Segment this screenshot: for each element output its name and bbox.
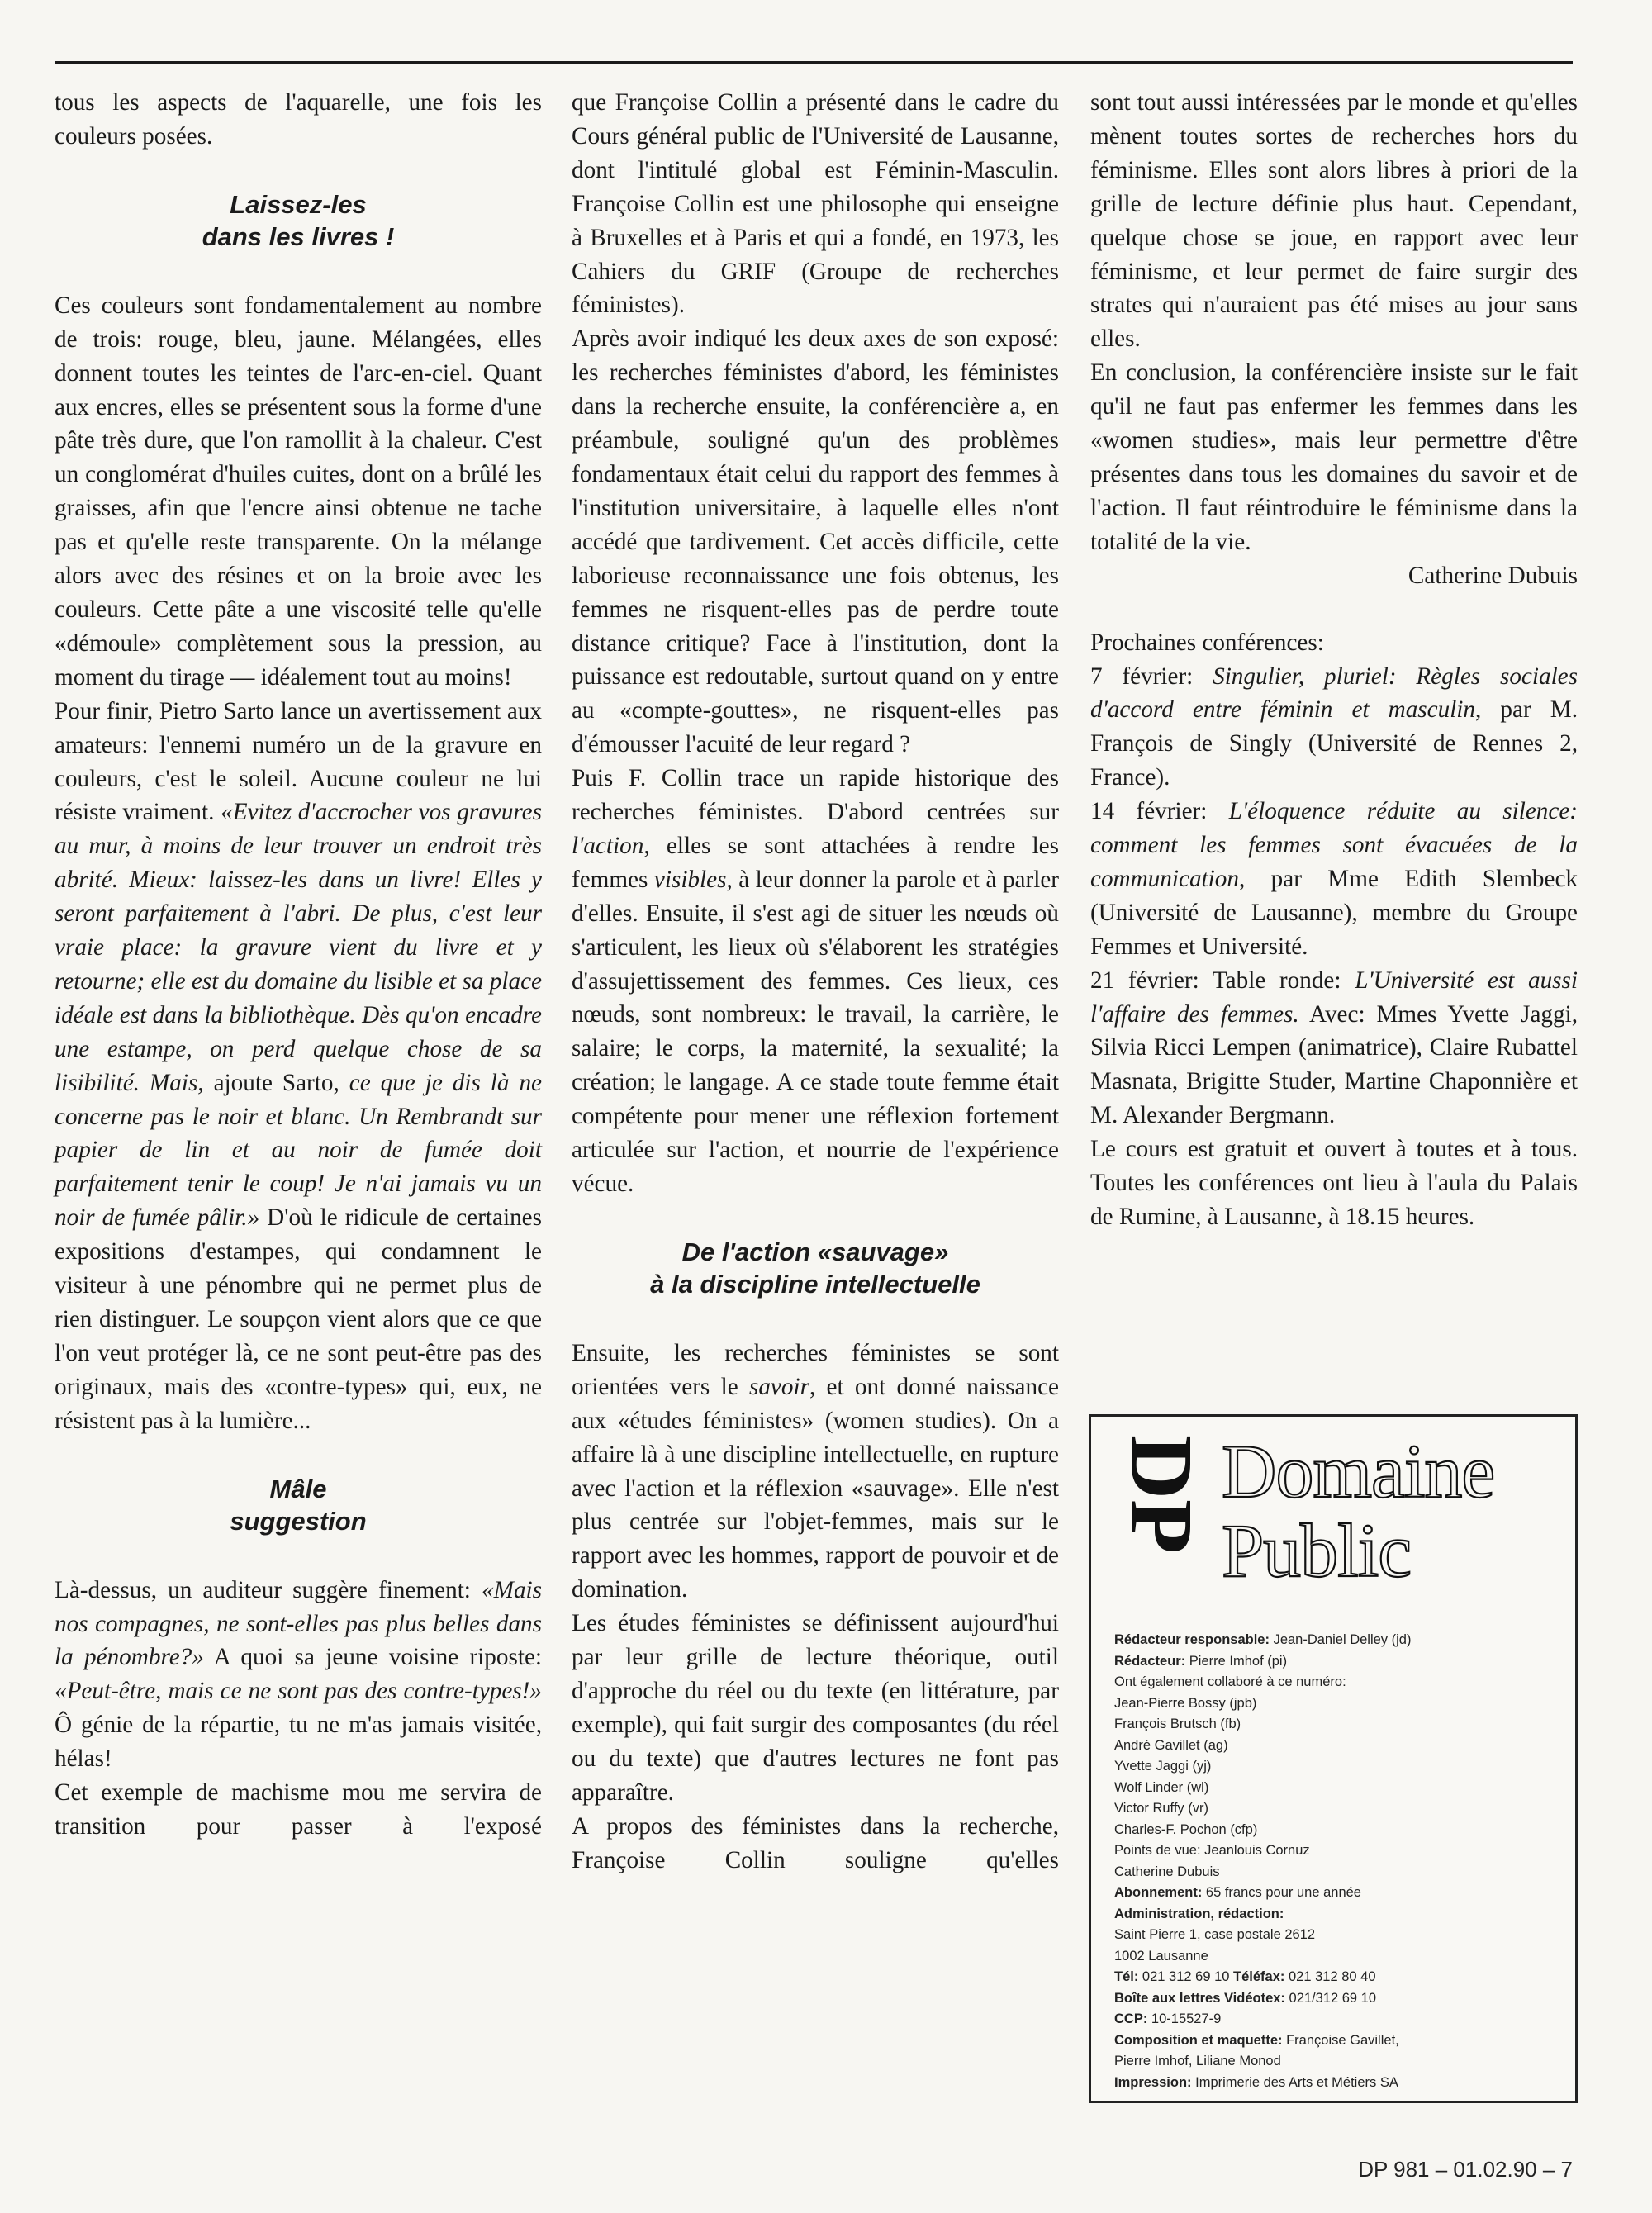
credit-label: Rédacteur responsable: (1114, 1632, 1270, 1647)
page-footer: DP 981 – 01.02.90 – 7 (1358, 2157, 1573, 2182)
heading-line: Mâle (269, 1474, 327, 1503)
author-signature: Catherine Dubuis (1408, 562, 1578, 589)
credit-line (1114, 1798, 1560, 1820)
column-2 (572, 86, 1059, 1877)
text-run: Puis F. Collin trace un rapide historique des recherches féministes. D'abord centrées sur (572, 765, 1059, 826)
talk-title: Singulier, pluriel: Règles sociales d'accord entre féminin et masculin (1090, 662, 1578, 724)
credit-line (1114, 2073, 1560, 2094)
conference-item (1090, 795, 1578, 964)
credit-line (1114, 1946, 1560, 1968)
text-run: , et ont donné naissance aux «études féministes» (women studies). On a affaire là à une discipline intellectuelle, en rupture avec l'action et la réflexion «sauvage». Elle n'est plus centrée sur l'objet-femmes, mais sur le rapport avec les hommes, rapport de pouvoir et de domination. (572, 1373, 1059, 1603)
credit-text: Wolf Linder (wl) (1114, 1779, 1209, 1795)
credit-text: Ont également collaboré à ce numéro: (1114, 1674, 1346, 1689)
text-run: Ô génie de la répartie, tu ne m'as jamais visitée, hélas! (55, 1712, 542, 1773)
text-run: Avec: Mmes Yvette Jaggi, Silvia Ricci Lempen (animatrice), Claire Rubattel Masnata, Brigitte Studer, Martine Chaponnière et M. Alexander Bergmann. (1090, 1000, 1578, 1129)
text-run: Là-dessus, un auditeur suggère finement: (55, 1576, 471, 1603)
quote: «Peut-être, mais ce ne sont pas des contre-types!» (55, 1678, 542, 1705)
credit-text: Pierre Imhof, Liliane Monod (1114, 2054, 1281, 2068)
credit-label: Boîte aux lettres Vidéotex: (1114, 1990, 1285, 2006)
logo-letters: DP (1112, 1435, 1210, 1554)
credit-label: Rédacteur: (1114, 1653, 1186, 1669)
credit-text: Charles-F. Pochon (cfp) (1114, 1821, 1258, 1837)
credit-text: Yvette Jaggi (yj) (1114, 1759, 1212, 1774)
credit-text: 65 francs pour une année (1202, 1885, 1361, 1900)
quote: «Mais nos compagnes, ne sont-elles pas plus belles dans la pénombre?» (55, 1576, 543, 1671)
emphasis: savoir (748, 1373, 809, 1400)
masthead-line: Domaine (1222, 1429, 1495, 1513)
credit-text: 10-15527-9 (1147, 2011, 1222, 2026)
column-3 (1090, 86, 1578, 1234)
text-run: Ensuite, les recherches féministes se sont orientées vers le (572, 1339, 1059, 1400)
text-run: , par Mme Edith Slembeck (Université de Lausanne), membre du Groupe Femmes et Université. (1090, 865, 1578, 960)
paragraph: Après avoir indiqué les deux axes de son exposé: les recherches féministes d'abord, les féministes dans la recherche ensuite, la conférencière a, en préambule, souligné qu'un des problèmes fondamentaux était celui du rapport des femmes à l'institution universitaire, à laquelle elles n'ont accédé que tardivement. Cet accès difficile, cette laborieuse reconnaissance une fois obtenus, les femmes ne risquent-elles pas de perdre toute distance critique? Face à l'institution, dont la puissance est redoutable, surtout quand on y entre au «compte-gouttes», ne risquent-elles pas d'émousser l'acuité de leur regard ? (572, 325, 1059, 758)
masthead (1222, 1429, 1569, 1593)
paragraph: Le cours est gratuit et ouvert à toutes et à tous. Toutes les conférences ont lieu à l'aula du Palais de Rumine, à Lausanne, à 18.15 heures. (1090, 1136, 1578, 1230)
talk-title: L'Université est aussi l'affaire des femmes. (1090, 966, 1578, 1028)
credit-text: Jean-Pierre Bossy (jpb) (1114, 1695, 1257, 1711)
credit-label: Tél: (1114, 1969, 1139, 1984)
paragraph (55, 1574, 542, 1776)
text-run: 21 février: Table ronde: (1090, 966, 1341, 994)
credit-line (1114, 1820, 1560, 1841)
paragraph: que Françoise Collin a présenté dans le cadre du Cours général public de l'Université de Lausanne, dont l'intitulé global est Féminin-Masculin. Françoise Collin est une philosophe qui enseigne à Bruxelles et à Paris et qui a fondé, en 1973, les Cahiers du GRIF (Groupe de recherches féministes). (572, 89, 1059, 319)
section-heading-laissez-les (55, 188, 542, 253)
credit-label: Administration, rédaction: (1114, 1906, 1284, 1921)
text-run: 7 février: (1090, 662, 1194, 690)
conference-item (1090, 660, 1578, 795)
paragraph: Les études féministes se définissent aujourd'hui par leur grille de lecture théorique, outil d'approche du réel ou du texte (en littérature, par exemple), qui fait surgir des composantes (du réel ou du texte) que d'autres lectures ne font pas apparaître. (572, 1610, 1059, 1806)
credit-line (1114, 1693, 1560, 1715)
top-rule (55, 61, 1573, 64)
credit-line (1114, 1672, 1560, 1693)
credit-line (1114, 2009, 1560, 2030)
credit-line (1114, 2030, 1560, 2052)
dp-logo (1112, 1435, 1210, 1597)
credit-text: 021/312 69 10 (1284, 1990, 1377, 2006)
paragraph: Cet exemple de machisme mou me servira de transition pour passer à l'exposé (55, 1779, 542, 1840)
credit-text: Pierre Imhof (pi) (1185, 1653, 1288, 1669)
heading-line: Laissez-les (230, 189, 367, 219)
upcoming-title: Prochaines conférences: (1090, 629, 1324, 656)
spacer (1090, 593, 1578, 626)
emphasis: l'action (572, 832, 644, 859)
credit-line (1114, 1988, 1560, 2010)
credit-text: Victor Ruffy (vr) (1114, 1801, 1208, 1816)
paragraph (572, 762, 1059, 1201)
talk-title: L'éloquence réduite au silence: comment les femmes sont évacuées de la communication (1090, 798, 1578, 892)
paragraph: sont tout aussi intéressées par le monde et qu'elles mènent toutes sortes de recherches hors du féminisme. Elles sont alors libres à priori de la grille de lecture définie plus haut. Cependant, quelque chose se joue, en rapport avec leur féminisme, et leur permet de faire surgir des strates qui n'auraient pas été mises au jour sans elles. (1090, 89, 1578, 353)
text-run: , elles se sont attachées à rendre les femmes (572, 832, 1059, 893)
credit-line (1114, 1840, 1560, 1862)
credit-line (1114, 1967, 1560, 1988)
credit-label: CCP: (1114, 2011, 1148, 2026)
text-run: , à leur donner la parole et à parler d'elles. Ensuite, il s'est agi de situer les nœuds où s'articulent, les lieux où s'élaborent les stratégies d'assujettissement des femmes. Ces lieux, ces nœuds, sont nombreux: le travail, la carrière, le salaire; le corps, la maternité, la sexualité; la création; le langage. A ce stade toute femme était compétente pour mener une réflexion fortement articulée sur l'action, et nourrie de l'expérience vécue. (572, 866, 1059, 1197)
quote: «Evitez d'accrocher vos gravures au mur, à moins de leur trouver un endroit très abrité. Mieux: laissez-les dans un livre! Elles y seront parfaitement à l'abri. De plus, c'est leur vraie place: la gravure vient du livre et y retourne; elle est du domaine du lisible et sa place idéale est dans la bibliothèque. Dès qu'on encadre une estampe, on perd quelque chose de sa lisibilité. Mais, (55, 799, 542, 1096)
credit-text: Imprimerie des Arts et Métiers SA (1191, 2074, 1398, 2090)
credit-line (1114, 1904, 1560, 1926)
quote: ce que je dis là ne concerne pas le noir et blanc. Un Rembrandt sur papier de lin et au noir de fumée doit parfaitement tenir le coup! Je n'ai jamais vu un noir de fumée pâlir.» (55, 1069, 543, 1232)
credit-line (1114, 1651, 1560, 1673)
heading-line: suggestion (230, 1506, 367, 1536)
credit-line (1114, 1630, 1560, 1651)
credit-label: Abonnement: (1114, 1885, 1203, 1900)
credits-list (1114, 1630, 1560, 2093)
credit-text: Françoise Gavillet, (1282, 2032, 1399, 2048)
credit-line (1114, 1736, 1560, 1757)
credit-text: 021 312 80 40 (1284, 1969, 1376, 1984)
paragraph: Ces couleurs sont fondamentalement au nombre de trois: rouge, bleu, jaune. Mélangées, elles donnent toutes les teintes de l'arc-en-ciel. Quant aux encres, elles se présentent sous la forme d'une pâte très dure, que l'on ramollit à la chaleur. C'est un conglomérat d'huiles cuites, dont on a brûlé les graisses, afin que l'encre ainsi obtenue ne tache pas et qu'elle reste transparente. On la mélange alors avec des résines et on la broie avec les couleurs. Cette pâte a une viscosité telle qu'elle «démoule» complètement sous la pression, au moment du tirage — idéalement tout au moins! (55, 292, 542, 691)
credit-line (1114, 1862, 1560, 1883)
text-run: D'où le ridicule de certaines expositions d'estampes, qui condamnent le visiteur à une pénombre qui ne permet plus de rien distinguer. Le soupçon vient alors que ce que l'on veut protéger là, ce ne sont peut-être pas des originaux, mais des «contre-types» qui, eux, ne résistent pas à la lumière... (55, 1204, 542, 1434)
credit-text: 1002 Lausanne (1114, 1948, 1208, 1964)
credit-line (1114, 1714, 1560, 1736)
credit-label: Téléfax: (1233, 1969, 1285, 1984)
emphasis: visibles (653, 866, 727, 893)
credit-text: Jean-Daniel Delley (jd) (1269, 1632, 1412, 1647)
publication-info-box (1089, 1414, 1578, 2103)
masthead-line: Public (1222, 1508, 1412, 1593)
heading-line: dans les livres ! (202, 221, 395, 251)
paragraph: tous les aspects de l'aquarelle, une fois les couleurs posées. (55, 89, 542, 150)
paragraph (572, 1337, 1059, 1607)
credit-text: François Brutsch (fb) (1114, 1717, 1241, 1731)
credit-line (1114, 1756, 1560, 1778)
paragraph: En conclusion, la conférencière insiste sur le fait qu'il ne faut pas enfermer les femmes dans les «women studies», mais leur permettre d'être présentes dans tous les domaines du savoir et de l'action. Il faut réintroduire le féminisme dans la totalité de la vie. (1090, 359, 1578, 555)
text-run: A quoi sa jeune voisine riposte: (213, 1644, 543, 1671)
paragraph: A propos des féministes dans la recherche, Françoise Collin souligne qu'elles (572, 1812, 1059, 1873)
credit-label: Composition et maquette: (1114, 2032, 1283, 2048)
credit-line (1114, 1778, 1560, 1799)
column-1 (55, 86, 542, 1844)
text-run: Pour finir, Pietro Sarto lance un avertissement aux amateurs: l'ennemi numéro un de la gravure en couleurs, c'est le soleil. Aucune couleur ne lui résiste vraiment. (55, 697, 542, 826)
conference-item (1090, 964, 1578, 1133)
section-heading-action-sauvage (572, 1236, 1059, 1300)
credit-text: 021 312 69 10 (1138, 1969, 1234, 1984)
credit-text: Saint Pierre 1, case postale 2612 (1114, 1927, 1316, 1942)
credit-text: André Gavillet (ag) (1114, 1737, 1228, 1753)
heading-line: à la discipline intellectuelle (650, 1269, 980, 1299)
credit-line (1114, 1883, 1560, 1904)
text-run: , par M. François de Singly (Université de Rennes 2, France). (1090, 696, 1578, 791)
text-run: ajoute Sarto, (213, 1069, 339, 1096)
credit-label: Impression: (1114, 2074, 1192, 2090)
section-heading-male-suggestion (55, 1473, 542, 1537)
credit-text: Catherine Dubuis (1114, 1864, 1220, 1879)
text-run: 14 février: (1090, 798, 1208, 825)
credit-line (1114, 1925, 1560, 1946)
credit-text: Points de vue: Jeanlouis Cornuz (1114, 1843, 1310, 1858)
paragraph (55, 695, 542, 1438)
credit-line (1114, 2051, 1560, 2073)
heading-line: De l'action «sauvage» (681, 1237, 949, 1266)
